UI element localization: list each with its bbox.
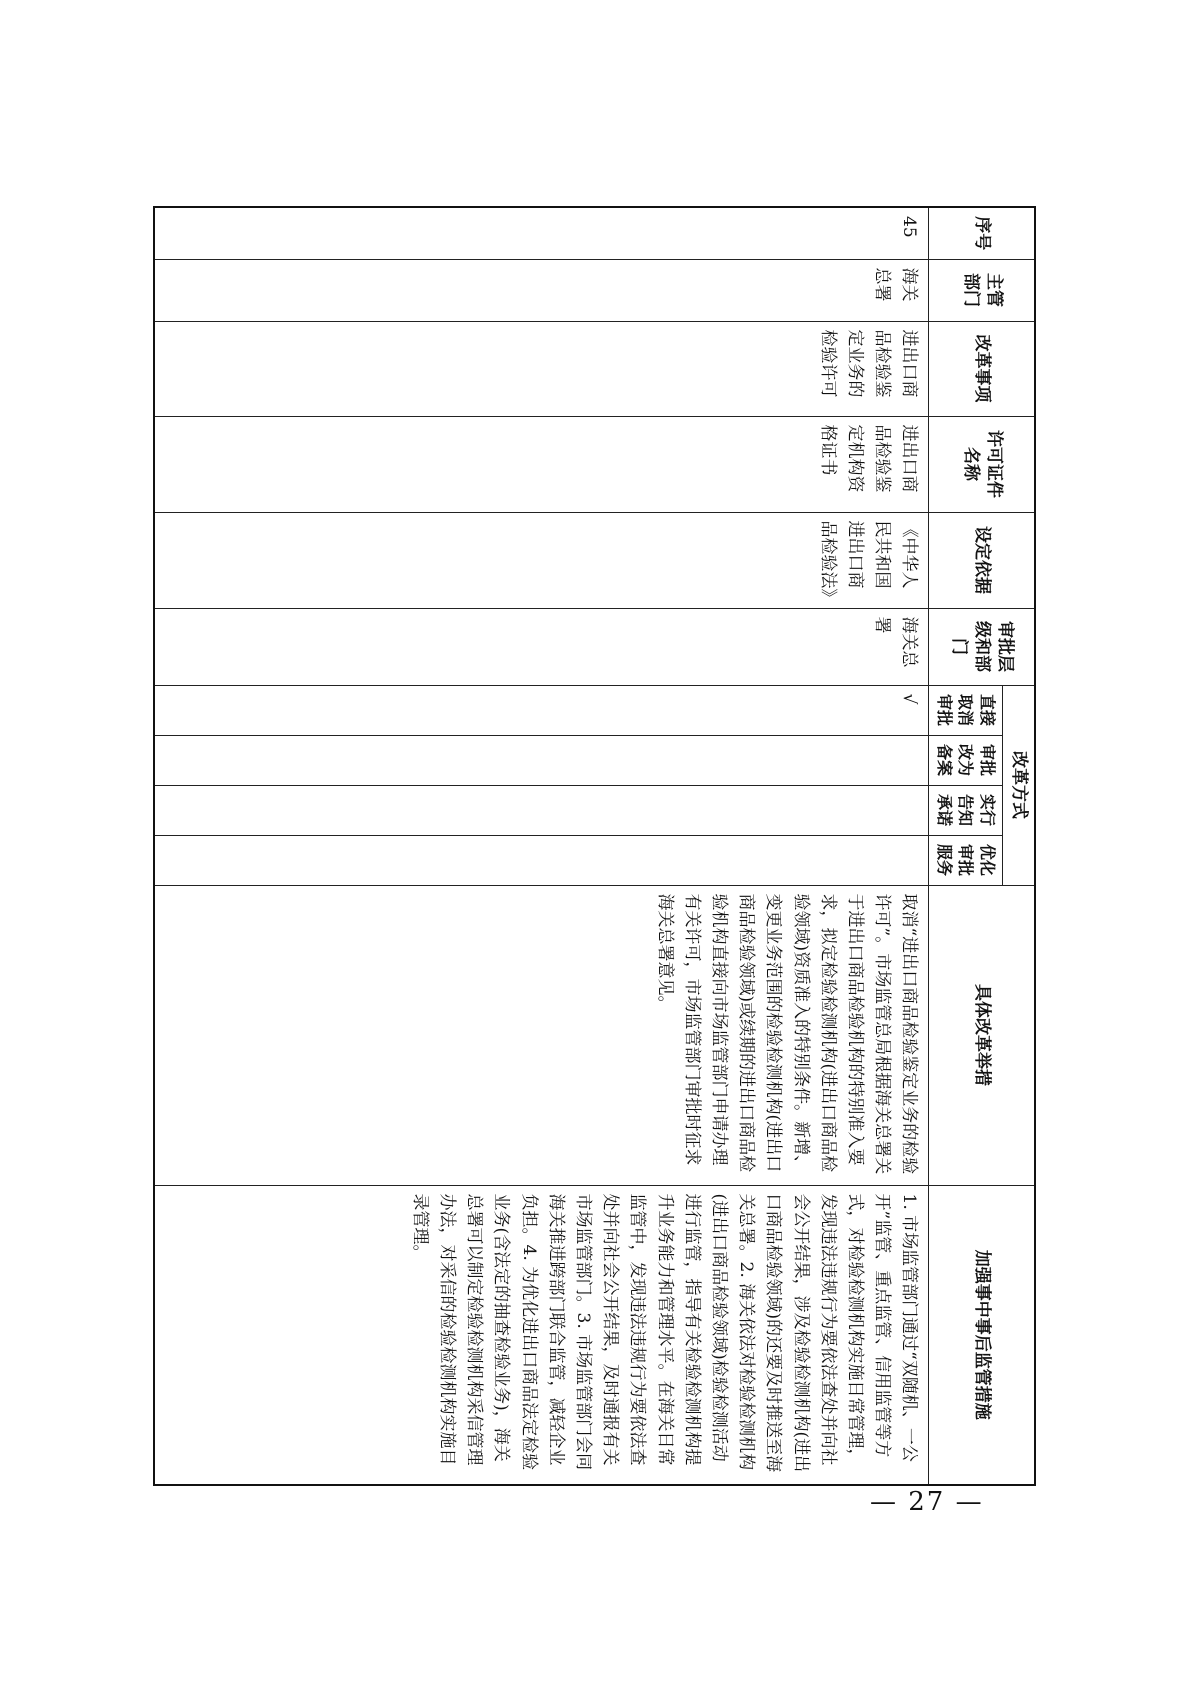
header-basis: 设定依据 [929, 512, 1035, 608]
cell-mode-notify [154, 785, 929, 835]
cell-license: 进出口商品检验鉴定机构资格证书 [154, 416, 929, 512]
cell-item: 进出口商品检验鉴定业务的检验许可 [154, 321, 929, 416]
rotated-table-container [153, 206, 1036, 1484]
cell-mode-optimize [154, 835, 929, 885]
header-supervision: 加强事中事后监管措施 [929, 1185, 1035, 1485]
cell-measures: 取消“进出口商品检验鉴定业务的检验许可”。市场监管总局根据海关总署关于进出口商品检验机构的特别准入要求，拟定检验检测机构(进出口商品检验领域)资质准入的特别条件。新增、变更业务范围的检验检测机构(进出口商品检验领域)或续期的进出口商品检验机构直接向市场监管部门申请办理有关许可，市场监管部门审批时征求海关总署意见。 [154, 885, 929, 1185]
header-level: 审批层级和部门 [929, 608, 1035, 685]
header-mode-optimize: 优化审批服务 [929, 835, 1003, 885]
page-number: — 27 — [870, 1487, 984, 1517]
header-measures: 具体改革举措 [929, 885, 1035, 1185]
cell-dept: 海关总署 [154, 259, 929, 321]
cell-mode-filing [154, 735, 929, 785]
cell-seq: 45 [154, 207, 929, 259]
cell-level: 海关总署 [154, 608, 929, 685]
cell-mode-cancel-check: √ [154, 685, 929, 735]
header-mode-cancel: 直接取消审批 [929, 685, 1003, 735]
header-mode-group: 改革方式 [1003, 685, 1035, 885]
reform-table [153, 206, 1036, 1486]
header-license: 许可证件名称 [929, 416, 1035, 512]
header-dept: 主管部门 [929, 259, 1035, 321]
header-mode-filing: 审批改为备案 [929, 735, 1003, 785]
header-row-1 [1003, 207, 1035, 1485]
table-row [154, 207, 929, 1485]
cell-basis: 《中华人民共和国进出口商品检验法》 [154, 512, 929, 608]
header-seq: 序号 [929, 207, 1035, 259]
cell-supervision: 1. 市场监管部门通过“双随机、一公开”监管、重点监管、信用监管等方式，对检验检测机构实施日常管理，发现违法违规行为要依法查处并向社会公开结果，涉及检验检测机构(进出口商品检验领域)的还要及时推送至海关总署。2. 海关依法对检验检测机构(进出口商品检验领域)检验检测活动进行监管，指导有关检验检测机构提升业务能力和管理水平。在海关日常监管中，发现违法违规行为要依法查处并向社会公开结果，及时通报有关市场监管部门。3. 市场监管部门会同海关推进跨部门联合监管，减轻企业负担。4. 为优化进出口商品法定检验业务(含法定的抽查检验业务)，海关总署可以制定检验检测机构采信管理办法，对采信的检验检测机构实施目录管理。 [154, 1185, 929, 1485]
header-item: 改革事项 [929, 321, 1035, 416]
header-mode-notify: 实行告知承诺 [929, 785, 1003, 835]
